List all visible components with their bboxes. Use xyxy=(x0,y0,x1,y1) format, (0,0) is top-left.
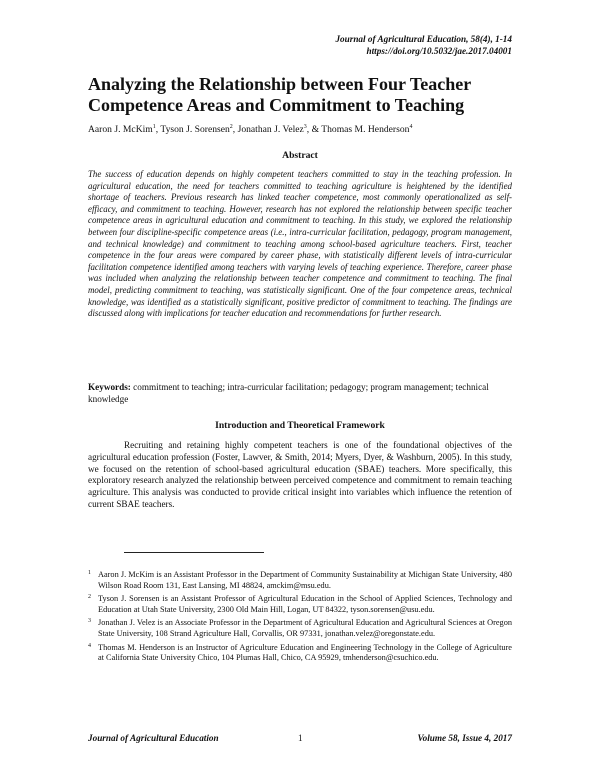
footnote-number: 3 xyxy=(88,618,91,625)
section-heading: Introduction and Theoretical Framework xyxy=(215,420,385,431)
author-list xyxy=(88,124,528,136)
author-separator: , xyxy=(232,124,238,135)
running-header xyxy=(335,33,512,57)
footnotes xyxy=(88,570,512,667)
footnote-number: 2 xyxy=(88,594,91,601)
title-line-2: Competence Areas and Commitment to Teaching xyxy=(88,95,465,115)
keywords xyxy=(88,381,512,405)
footnote-text: Jonathan J. Velez is an Associate Professor in the Department of Agricultural Education and Agricultural Sciences at Oregon State University, 108 Strand Agriculture Hall, Corvallis, OR 97331, jonathan.velez@oregonstate.edu. xyxy=(98,618,512,638)
footnote xyxy=(88,594,512,615)
keywords-label: Keywords: xyxy=(88,382,131,392)
footnote-text: Tyson J. Sorensen is an Assistant Professor of Agricultural Education in the School of Applied Sciences, Technology and Education at Utah State University, 2300 Old Main Hill, Logan, UT 84322, tyson.sorensen@usu.edu. xyxy=(98,594,512,614)
abstract-heading: Abstract xyxy=(282,150,318,161)
doi-link[interactable]: https://doi.org/10.5032/jae.2017.04001 xyxy=(366,46,512,56)
keywords-list: commitment to teaching; intra-curricular facilitation; pedagogy; program management; technical knowledge xyxy=(88,382,489,404)
footnote-divider xyxy=(124,552,264,553)
title-line-1: Analyzing the Relationship between Four Teacher xyxy=(88,74,472,94)
page-number: 1 xyxy=(298,733,303,743)
footer-volume-issue: Volume 58, Issue 4, 2017 xyxy=(417,733,512,743)
author-name: Aaron J. McKim xyxy=(88,124,153,135)
author-footnote-marker: 2 xyxy=(229,123,233,130)
abstract-text: The success of education depends on highly competent teachers committed to stay in the teaching profession. In agricultural education, the need for teachers committed to teaching agriculture is heightened by the identified shortage of teachers. Previous research has linked teacher competence, most commonly operationalized as self-efficacy, and commitment to teaching. However, research has not explored the relationship between specific teacher competence areas in agricultural education and commitment to teaching. In this study, we explored the relationship between four discipline-specific competence areas (i.e., intra-curricular facilitation, pedagogy, program management, and technical knowledge) and commitment to teaching among school-based agriculture teachers. First, teacher competence in the four areas were compared by career phase, with statistically different levels of intra-curricular facilitation competence identified among teachers with varying levels of teaching experience. Therefore, career phase was included when analyzing the relationship between teacher competence and commitment to teaching. The final model, predicting commitment to teaching, was statistically significant. One of the four competence areas, technical knowledge, was identified as a statistically significant, positive predictor of commitment to teaching. The findings are discussed along with implications for teacher education and recommendations for further research. xyxy=(88,169,512,319)
footnote xyxy=(88,643,512,664)
footnote xyxy=(88,570,512,591)
running-footer xyxy=(88,732,512,744)
author-footnote-marker: 3 xyxy=(303,123,307,130)
author-footnote-marker: 1 xyxy=(152,123,156,130)
footnote-number: 1 xyxy=(88,570,91,576)
journal-citation: Journal of Agricultural Education, 58(4), 1-14 xyxy=(335,34,512,44)
footnote xyxy=(88,618,512,639)
paper-title xyxy=(88,74,518,116)
author-footnote-marker: 4 xyxy=(409,123,413,130)
author-name: Tyson J. Sorensen xyxy=(160,124,230,135)
author-separator: , xyxy=(155,124,161,135)
footnote-number: 4 xyxy=(88,642,91,649)
author-name: Jonathan J. Velez xyxy=(237,124,304,135)
footer-journal-name: Journal of Agricultural Education xyxy=(88,733,219,743)
footnote-text: Thomas M. Henderson is an Instructor of Agriculture Education and Engineering Technology in the College of Agriculture at California State University Chico, 104 Plumas Hall, Chico, CA 95929, tmhenderson@csuchico.edu. xyxy=(98,642,512,663)
intro-paragraph: Recruiting and retaining highly competent teachers is one of the foundational objectives of the agricultural education profession (Foster, Lawver, & Smith, 2014; Myers, Dyer, & Washburn, 2005). In this study, we focused on the retention of school-based agricultural education (SBAE) teachers. More specifically, this exploratory research analyzed the relationship between perceived competence and commitment to remain teaching agriculture. This analysis was conducted to provide critical insight into variables which influence the retention of current SBAE teachers. xyxy=(88,440,512,509)
footnote-text: Aaron J. McKim is an Assistant Professor in the Department of Community Sustainability at Michigan State University, 480 Wilson Road Room 131, East Lansing, MI 48824, amckim@msu.edu. xyxy=(98,570,512,590)
author-name: Thomas M. Henderson xyxy=(321,124,410,135)
author-separator: , & xyxy=(306,124,322,135)
